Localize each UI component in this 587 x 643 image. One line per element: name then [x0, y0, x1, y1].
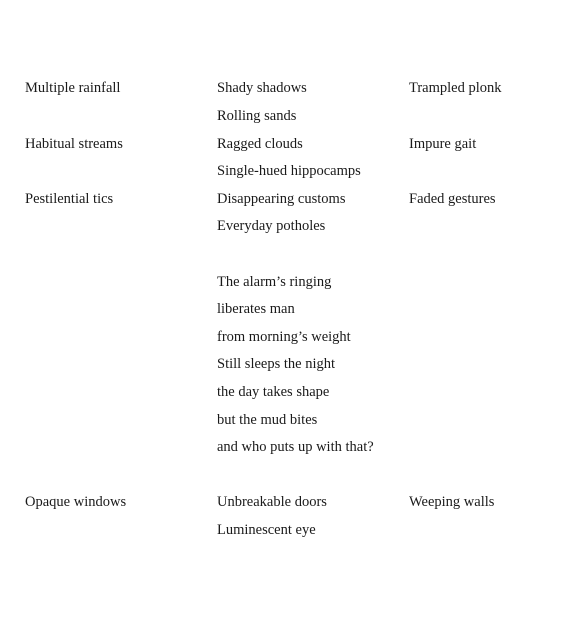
- stanza1-row1: [0, 78, 587, 98]
- poem-line: Rolling sands: [217, 108, 297, 124]
- poem-line: Unbreakable doors: [217, 494, 327, 510]
- poem-line: and who puts up with that?: [217, 439, 374, 455]
- poem-line: liberates man: [217, 301, 295, 317]
- poem-line: Shady shadows: [217, 80, 307, 96]
- stanza1-row5: [0, 189, 587, 209]
- poem-line: Multiple rainfall: [25, 80, 121, 96]
- stanza1-row2: [0, 106, 587, 126]
- poem-line: Weeping walls: [409, 494, 495, 510]
- poem-line: The alarm’s ringing: [217, 274, 332, 290]
- stanza2-line3: [0, 327, 587, 347]
- stanza2-line4: [0, 354, 587, 374]
- poem-line: from morning’s weight: [217, 329, 351, 345]
- stanza1-row4: [0, 161, 587, 181]
- stanza3-row1: [0, 492, 587, 512]
- poem-line: Trampled plonk: [409, 80, 502, 96]
- poem-line: but the mud bites: [217, 412, 318, 428]
- poem-line: Ragged clouds: [217, 136, 303, 152]
- poem-line: the day takes shape: [217, 384, 330, 400]
- poem-line: Everyday potholes: [217, 218, 326, 234]
- stanza1-row6: [0, 216, 587, 236]
- poem-line: Still sleeps the night: [217, 356, 336, 372]
- poem-line: Impure gait: [409, 136, 477, 152]
- stanza3-row2: [0, 520, 587, 540]
- stanza2-line1: [0, 272, 587, 292]
- poem-line: Faded gestures: [409, 191, 496, 207]
- poem-line: Habitual streams: [25, 136, 123, 152]
- poem-line: Single-hued hippocamps: [217, 163, 361, 179]
- poem-line: Luminescent eye: [217, 522, 316, 538]
- stanza2-line7: [0, 437, 587, 457]
- stanza2-line6: [0, 410, 587, 430]
- poem-line: Opaque windows: [25, 494, 127, 510]
- stanza2-line2: [0, 299, 587, 319]
- stanza2-line5: [0, 382, 587, 402]
- poem-line: Pestilential tics: [25, 191, 114, 207]
- stanza1-row3: [0, 134, 587, 154]
- poem-line: Disappearing customs: [217, 191, 346, 207]
